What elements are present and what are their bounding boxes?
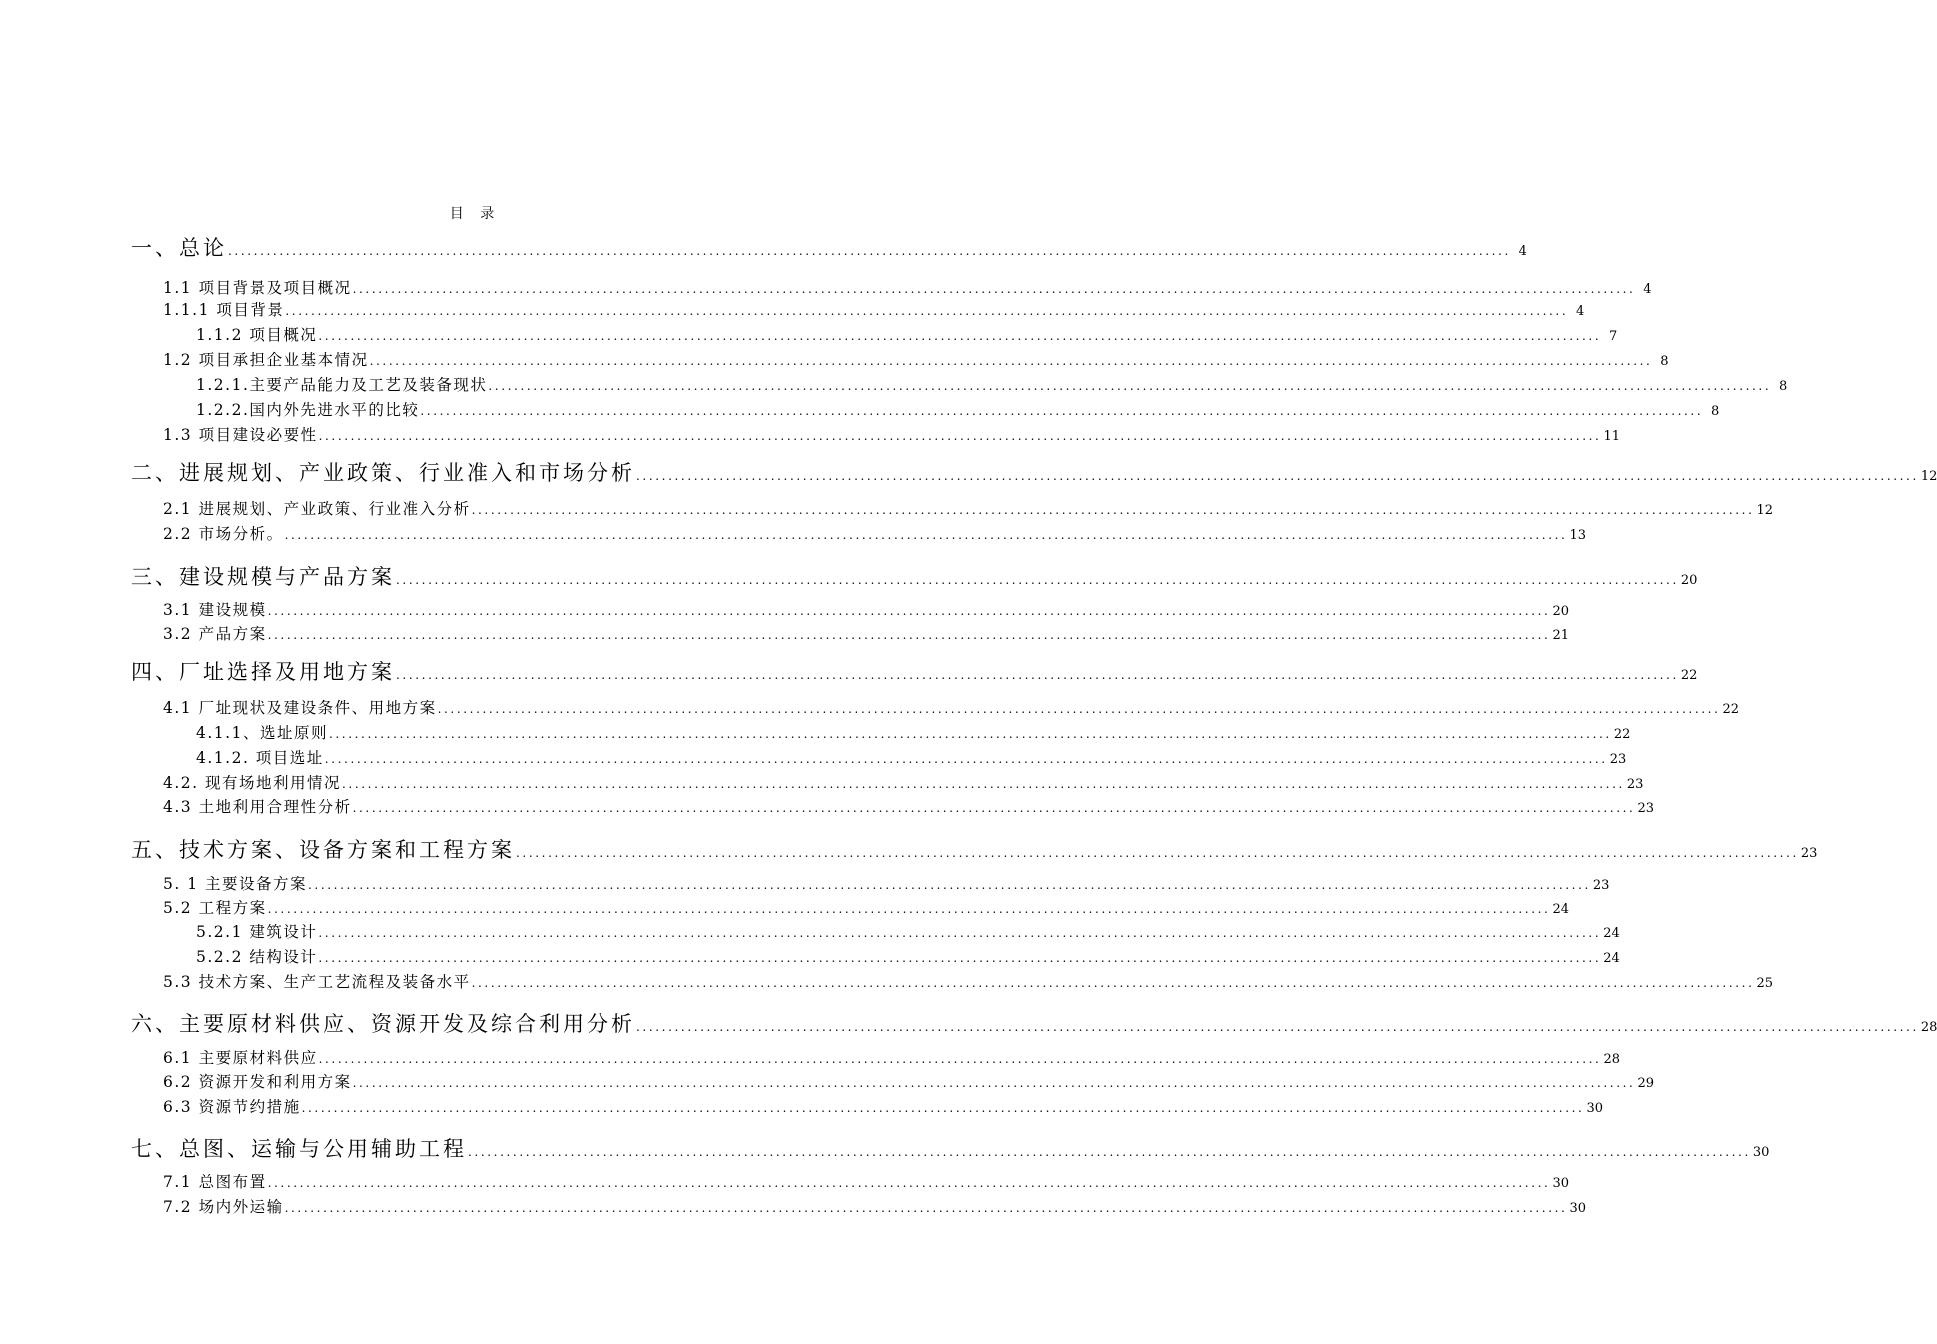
toc-entry[interactable] (196, 326, 1618, 344)
toc-entry-page-number: 11 (1603, 429, 1621, 444)
toc-entry-label: 1.2.2.国内外先进水平的比较 (196, 401, 420, 419)
toc-entry-label: 4.1.2. 项目选址 (196, 749, 324, 767)
toc-leader-dots: ........................................................................................................................................................................................................ (636, 469, 1919, 483)
toc-entry-label: 3.2 产品方案 (163, 625, 267, 643)
toc-entry-page-number: 4 (1518, 244, 1527, 259)
toc-leader-dots: ........................................................................................................................................................................................................ (318, 926, 1602, 940)
toc-entry-page-number: 23 (1800, 846, 1818, 861)
toc-entry[interactable] (163, 279, 1652, 297)
toc-leader-dots: ........................................................................................................................................................................................................ (318, 951, 1602, 965)
toc-leader-dots: ........................................................................................................................................................................................................ (352, 801, 1636, 815)
toc-leader-dots: ........................................................................................................................................................................................................ (369, 354, 1653, 368)
toc-leader-dots: ........................................................................................................................................................................................................ (437, 702, 1721, 716)
toc-entry[interactable] (163, 1098, 1604, 1116)
toc-entry[interactable] (196, 724, 1631, 742)
toc-entry-label: 7.1 总图布置 (163, 1173, 267, 1191)
toc-entry-label: 4.2. 现有场地利用情况 (163, 774, 342, 792)
toc-entry-label: 1.1.1 项目背景 (163, 301, 285, 319)
toc-leader-dots: ........................................................................................................................................................................................................ (420, 404, 1704, 418)
toc-entry-label: 1.2 项目承担企业基本情况 (163, 351, 369, 369)
toc-entry-page-number: 8 (1660, 354, 1669, 369)
toc-entry-page-number: 23 (1592, 878, 1610, 893)
toc-entry-page-number: 22 (1680, 668, 1698, 683)
toc-entry[interactable] (163, 625, 1570, 643)
toc-title: 目 录 (449, 206, 501, 222)
toc-entry-page-number: 20 (1680, 573, 1698, 588)
toc-entry[interactable] (163, 601, 1570, 619)
toc-entry-label: 六、主要原材料供应、资源开发及综合利用分析 (131, 1012, 635, 1036)
toc-entry[interactable] (131, 461, 1937, 485)
toc-leader-dots: ........................................................................................................................................................................................................ (318, 1052, 1602, 1066)
toc-entry-label: 1.2.1.主要产品能力及工艺及装备现状 (196, 376, 488, 394)
toc-entry[interactable] (131, 1137, 1770, 1161)
toc-leader-dots: ........................................................................................................................................................................................................ (267, 628, 1551, 642)
toc-entry-page-number: 8 (1710, 404, 1720, 419)
toc-entry[interactable] (163, 1049, 1621, 1067)
toc-entry-label: 5.2.1 建筑设计 (196, 923, 318, 941)
toc-entry-page-number: 23 (1637, 801, 1655, 816)
toc-entry[interactable] (196, 749, 1627, 767)
toc-entry-label: 5.3 技术方案、生产工艺流程及装备水平 (163, 973, 471, 991)
toc-entry[interactable] (163, 798, 1655, 816)
toc-entry[interactable] (131, 1012, 1937, 1036)
toc-entry[interactable] (196, 376, 1788, 394)
toc-entry-page-number: 12 (1920, 469, 1937, 484)
toc-leader-dots: ........................................................................................................................................................................................................ (267, 1176, 1551, 1190)
toc-leader-dots: ........................................................................................................................................................................................................ (267, 604, 1551, 618)
toc-entry[interactable] (196, 401, 1720, 419)
toc-entry-page-number: 28 (1920, 1020, 1937, 1035)
toc-leader-dots: ........................................................................................................................................................................................................ (284, 1201, 1568, 1215)
toc-leader-dots: ........................................................................................................................................................................................................ (488, 379, 1772, 393)
toc-entry-label: 2.1 进展规划、产业政策、行业准入分析 (163, 500, 471, 518)
toc-entry-page-number: 4 (1575, 304, 1585, 319)
toc-entry-page-number: 20 (1552, 604, 1570, 619)
toc-entry[interactable] (163, 973, 1774, 991)
toc-leader-dots: ........................................................................................................................................................................................................ (471, 503, 1755, 517)
toc-entry-page-number: 21 (1552, 628, 1570, 643)
toc-leader-dots: ........................................................................................................................................................................................................ (352, 1076, 1636, 1090)
toc-leader-dots: ........................................................................................................................................................................................................ (324, 752, 1608, 766)
toc-entry-label: 五、技术方案、设备方案和工程方案 (131, 838, 515, 862)
toc-entry-page-number: 23 (1609, 752, 1627, 767)
toc-entry-page-number: 4 (1643, 282, 1652, 297)
toc-leader-dots: ........................................................................................................................................................................................................ (471, 976, 1755, 990)
toc-entry[interactable] (196, 923, 1620, 941)
toc-entry-page-number: 28 (1603, 1052, 1621, 1067)
toc-entry-page-number: 24 (1603, 926, 1620, 941)
toc-entry-label: 5. 1 主要设备方案 (163, 875, 308, 893)
toc-entry-label: 1.1.2 项目概况 (196, 326, 318, 344)
toc-leader-dots: ........................................................................................................................................................................................................ (516, 846, 1799, 860)
toc-entry-page-number: 29 (1637, 1076, 1655, 1091)
toc-entry-label: 6.2 资源开发和利用方案 (163, 1073, 352, 1091)
toc-entry[interactable] (163, 426, 1621, 444)
toc-entry[interactable] (131, 565, 1698, 589)
toc-entry[interactable] (163, 500, 1774, 518)
toc-entry-page-number: 22 (1613, 727, 1631, 742)
toc-entry[interactable] (163, 899, 1570, 917)
toc-entry-page-number: 24 (1552, 902, 1570, 917)
toc-entry[interactable] (163, 1173, 1570, 1191)
toc-leader-dots: ........................................................................................................................................................................................................ (301, 1101, 1585, 1115)
toc-leader-dots: ........................................................................................................................................................................................................ (267, 902, 1551, 916)
toc-leader-dots: ........................................................................................................................................................................................................ (308, 878, 1591, 892)
toc-entry-label: 2.2 市场分析。 (163, 525, 284, 543)
toc-entry-label: 四、厂址选择及用地方案 (131, 660, 395, 684)
toc-entry-label: 一、总论 (131, 236, 227, 260)
toc-entry-page-number: 30 (1752, 1145, 1770, 1160)
toc-leader-dots: ........................................................................................................................................................................................................ (396, 573, 1679, 587)
toc-entry-page-number: 12 (1756, 503, 1774, 518)
toc-entry[interactable] (163, 1073, 1655, 1091)
toc-entry[interactable] (131, 838, 1818, 862)
toc-entry[interactable] (163, 351, 1669, 369)
toc-leader-dots: ........................................................................................................................................................................................................ (318, 429, 1602, 443)
toc-entry-page-number: 30 (1569, 1201, 1587, 1216)
toc-entry[interactable] (131, 660, 1698, 684)
toc-entry-label: 1.3 项目建设必要性 (163, 426, 318, 444)
toc-entry-page-number: 8 (1778, 379, 1788, 394)
toc-entry-label: 5.2 工程方案 (163, 899, 267, 917)
toc-entry-label: 6.3 资源节约措施 (163, 1098, 301, 1116)
toc-entry[interactable] (163, 774, 1644, 792)
toc-entry-page-number: 7 (1608, 329, 1618, 344)
toc-entry[interactable] (163, 1198, 1587, 1216)
toc-entry-page-number: 23 (1626, 777, 1644, 792)
toc-entry-label: 4.1 厂址现状及建设条件、用地方案 (163, 699, 437, 717)
toc-leader-dots: ........................................................................................................................................................................................................ (468, 1145, 1751, 1159)
toc-entry-label: 二、进展规划、产业政策、行业准入和市场分析 (131, 461, 635, 485)
toc-entry[interactable] (163, 875, 1610, 893)
toc-entry[interactable] (163, 699, 1740, 717)
toc-entry-page-number: 25 (1756, 976, 1774, 991)
toc-leader-dots: ........................................................................................................................................................................................................ (284, 528, 1568, 542)
toc-entry[interactable] (163, 301, 1585, 319)
toc-entry-page-number: 30 (1586, 1101, 1604, 1116)
toc-entry-page-number: 13 (1569, 528, 1587, 543)
toc-entry-label: 3.1 建设规模 (163, 601, 267, 619)
toc-entry-label: 5.2.2 结构设计 (196, 948, 318, 966)
toc-entry-label: 4.1.1、选址原则 (196, 724, 328, 742)
toc-entry-page-number: 30 (1552, 1176, 1570, 1191)
toc-leader-dots: ........................................................................................................................................................................................................ (228, 244, 1511, 258)
toc-entry-label: 三、建设规模与产品方案 (131, 565, 395, 589)
toc-entry[interactable] (131, 236, 1527, 260)
toc-entry-label: 6.1 主要原材料供应 (163, 1049, 318, 1067)
toc-entry[interactable] (196, 948, 1620, 966)
toc-leader-dots: ........................................................................................................................................................................................................ (318, 329, 1602, 343)
toc-entry-page-number: 22 (1722, 702, 1740, 717)
toc-entry[interactable] (163, 525, 1587, 543)
toc-leader-dots: ........................................................................................................................................................................................................ (352, 282, 1636, 296)
toc-entry-label: 1.1 项目背景及项目概况 (163, 279, 352, 297)
toc-leader-dots: ........................................................................................................................................................................................................ (636, 1020, 1919, 1034)
toc-entry-label: 4.3 土地利用合理性分析 (163, 798, 352, 816)
toc-entry-label: 7.2 场内外运输 (163, 1198, 284, 1216)
toc-leader-dots: ........................................................................................................................................................................................................ (285, 304, 1569, 318)
toc-leader-dots: ........................................................................................................................................................................................................ (328, 727, 1612, 741)
toc-entry-label: 七、总图、运输与公用辅助工程 (131, 1137, 467, 1161)
toc-leader-dots: ........................................................................................................................................................................................................ (396, 668, 1679, 682)
toc-entry-page-number: 24 (1603, 951, 1620, 966)
toc-leader-dots: ........................................................................................................................................................................................................ (342, 777, 1625, 791)
